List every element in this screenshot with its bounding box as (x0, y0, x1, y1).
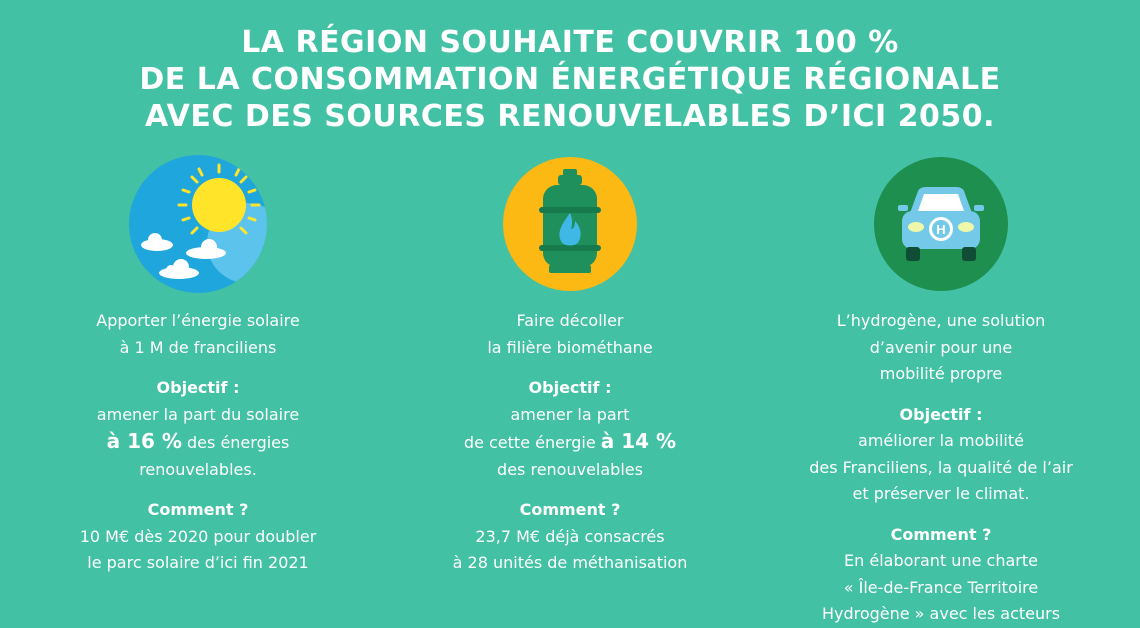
headline-line-3: AVEC DES SOURCES RENOUVELABLES D’ICI 2050. (144, 99, 996, 134)
biomethane-objectif: amener la part de cette énergie à 14 % des renouvelables (463, 404, 677, 479)
biomethane-comment-label: Comment ? (519, 500, 621, 519)
gas-bottle-icon (501, 155, 639, 293)
headline (0, 24, 1140, 135)
hydrogen-comment-label: Comment ? (890, 524, 992, 544)
headline-line-2: DE LA CONSOMMATION ÉNERGÉTIQUE RÉGIONALE (139, 62, 1001, 97)
svg-text:H: H (936, 222, 946, 237)
solar-comment: 10 M€ dès 2020 pour doubler le parc solaire d’ici fin 2021 (79, 526, 317, 572)
biomethane-intro: Faire décoller la filière biométhane (487, 311, 653, 357)
solar-comment-label: Comment ? (147, 500, 249, 519)
hydrogen-car-icon (872, 155, 1010, 293)
headline-line-1: LA RÉGION SOUHAITE COUVRIR 100 % (241, 25, 899, 60)
solar-column (18, 155, 378, 577)
hydrogen-comment: En élaborant une charte « Île-de-France Territoire Hydrogène » avec les acteurs (821, 551, 1061, 623)
solar-objectif: amener la part du solaire à 16 % des énergies renouvelables. (96, 404, 300, 479)
hydrogen-objectif-label: Objectif : (899, 404, 983, 424)
solar-objectif-label: Objectif : (156, 378, 240, 397)
biomethane-column (390, 155, 750, 577)
hydrogen-column (761, 155, 1121, 628)
biomethane-target-highlight: à 14 % (600, 429, 677, 453)
hydrogen-objectif: améliorer la mobilité des Franciliens, la qualité de l’air et préserver le climat. (809, 431, 1073, 503)
biomethane-comment: 23,7 M€ déjà consacrés à 28 unités de méthanisation (452, 526, 688, 572)
biomethane-objectif-label: Objectif : (528, 378, 612, 397)
hydrogen-intro: L’hydrogène, une solution d’avenir pour une mobilité propre (836, 311, 1046, 383)
sun-icon (129, 155, 267, 293)
solar-intro: Apporter l’énergie solaire à 1 M de franciliens (96, 311, 300, 357)
solar-target-highlight: à 16 % (106, 429, 182, 453)
